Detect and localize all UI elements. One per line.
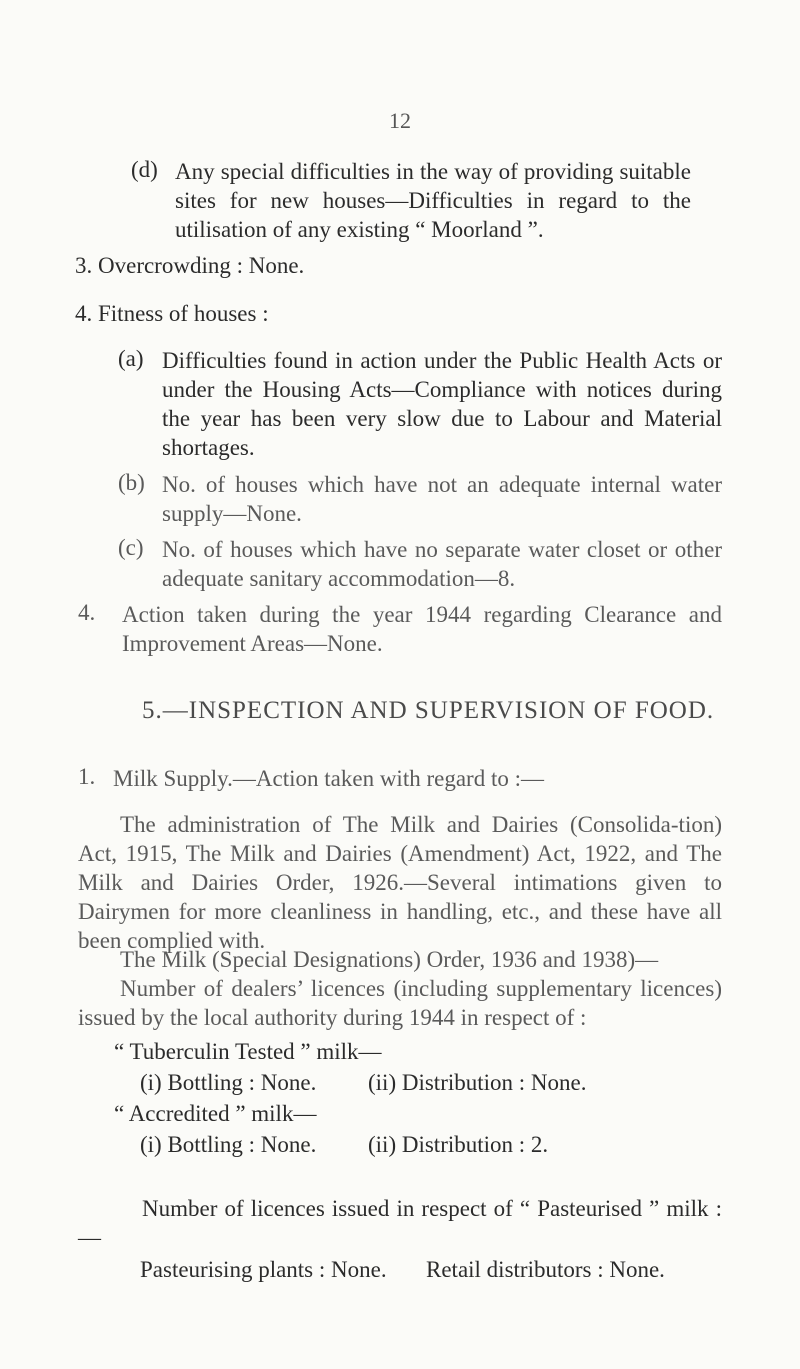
designations-title: The Milk (Special Designations) Order, 1936 and 1938)— — [120, 947, 659, 972]
accredited-distribution: (ii) Distribution : 2. — [368, 1132, 549, 1157]
milk-supply-label: 1. — [78, 764, 96, 789]
accredited-bottling: (i) Bottling : None. — [140, 1132, 317, 1157]
page-number: 12 — [389, 108, 411, 133]
item-4-title: 4. Fitness of houses : — [75, 301, 269, 326]
accredited-heading: “ Accredited ” milk— — [114, 1101, 317, 1126]
designations-paragraph: Number of dealers’ licences (including supplementary licences) issued by the local authority during 1944 in respect of : — [78, 976, 722, 1030]
item-4b-text: No. of houses which have not an adequate internal water supply—None. — [162, 472, 722, 526]
tuberculin-row — [140, 1068, 740, 1097]
item-4-action-text: Action taken during the year 1944 regarding Clearance and Improvement Areas—None. — [122, 602, 722, 656]
accredited-row — [140, 1130, 740, 1159]
pasteurising-row — [140, 1255, 760, 1284]
pasteurised-paragraph: Number of licences issued in respect of “ Pasteurised ” milk :— — [78, 1196, 722, 1250]
milk-supply-text: Milk Supply.—Action taken with regard to :— — [113, 766, 544, 791]
section-heading: 5.—INSPECTION AND SUPERVISION OF FOOD. — [142, 697, 715, 724]
item-d-text: Any special difficulties in the way of providing suitable sites for new houses—Difficulties in regard to the utilisation of any existing “ Moorland ”. — [175, 159, 691, 242]
tuberculin-distribution: (ii) Distribution : None. — [368, 1070, 587, 1095]
tuberculin-heading: “ Tuberculin Tested ” milk— — [114, 1039, 382, 1064]
administration-paragraph: The administration of The Milk and Dairies (Consolida-tion) Act, 1915, The Milk and Dairies (Amendment) Act, 1922, and The Milk and Dairies Order, 1926.—Several intimations given to Dairymen for more cleanliness in handling, etc., and these have all been complied with. — [78, 812, 722, 953]
item-4a-text: Difficulties found in action under the Public Health Acts or under the Housing Acts—Compliance with notices during the year has been very slow due to Labour and Material shortages. — [162, 348, 722, 460]
item-4b-label: (b) — [118, 470, 145, 495]
item-4-action-label: 4. — [78, 600, 96, 625]
item-4c-label: (c) — [118, 535, 144, 560]
tuberculin-bottling: (i) Bottling : None. — [140, 1070, 317, 1095]
pasteurising-plants: Pasteurising plants : None. — [140, 1257, 387, 1282]
item-4a-label: (a) — [118, 346, 144, 371]
item-3-overcrowding: 3. Overcrowding : None. — [75, 253, 305, 278]
item-d-label: (d) — [131, 157, 158, 182]
retail-distributors: Retail distributors : None. — [426, 1257, 665, 1282]
item-4c-text: No. of houses which have no separate water closet or other adequate sanitary accommodation—8. — [162, 537, 722, 591]
